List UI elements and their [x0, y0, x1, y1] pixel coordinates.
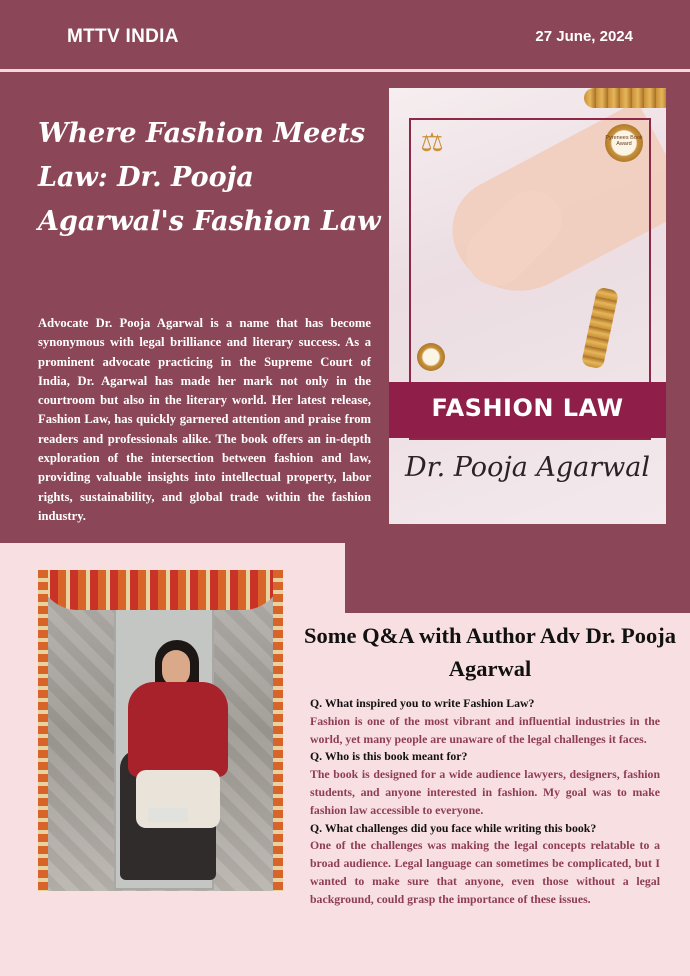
photo-chair-label	[148, 808, 188, 822]
publication-date: 27 June, 2024	[535, 28, 633, 45]
award-seal-icon: Pyrenees Book Award	[605, 124, 643, 162]
cover-title: FASHION LAW	[431, 394, 624, 422]
qa-question: Q. What inspired you to write Fashion Law?	[310, 696, 535, 710]
header-bar	[0, 0, 690, 70]
qa-section	[310, 695, 660, 909]
cover-necklace-illustration	[584, 88, 666, 108]
photo-person-face	[162, 650, 190, 686]
qa-heading: Some Q&A with Author Adv Dr. Pooja Agarwal	[304, 623, 676, 681]
brand-name: MTTV INDIA	[67, 26, 179, 47]
qa-question: Q. Who is this book meant for?	[310, 749, 468, 764]
award-seal-small-icon	[417, 343, 445, 371]
qa-answer: The book is designed for a wide audience lawyers, designers, fashion students, and anyone interested in fashion. My goal was to make fashion law accessible to everyone.	[310, 767, 660, 817]
photo-garland-left	[38, 570, 48, 891]
qa-question: Q. What challenges did you face while writing this book?	[310, 820, 597, 835]
author-photo	[38, 570, 283, 891]
photo-garland	[38, 570, 283, 610]
scales-icon: ⚖	[420, 128, 444, 157]
photo-person-jacket	[128, 682, 228, 777]
article-intro: Advocate Dr. Pooja Agarwal is a name that has become synonymous with legal brilliance and literary success. As a prominent advocate practicing in the Supreme Court of India, Dr. Agarwal has made her mark not only in the courtroom but also in the literary world. Her latest release, Fashion Law, has quickly garnered attention and praise from readers and professionals alike. The book offers an in-depth exploration of the intersection between fashion and law, providing valuable insights into intellectual property, labor rights, sustainability, and global trade within the fashion industry.	[38, 316, 371, 523]
book-cover	[389, 88, 666, 524]
qa-answer: Fashion is one of the most vibrant and influential industries in the world, yet many people are unaware of the legal challenges it faces.	[310, 713, 660, 746]
cover-author: Dr. Pooja Agarwal	[404, 452, 651, 483]
photo-garland-right	[273, 570, 283, 891]
feature-panel-step	[345, 543, 690, 613]
qa-answer: One of the challenges was making the legal concepts relatable to a broad audience. Legal language can sometimes be complicated, but I wanted to make sure that anyone, even those without a legal background, could grasp the importance of these issues.	[310, 838, 660, 906]
article-headline: Where Fashion Meets Law: Dr. Pooja Agarwal's Fashion Law	[38, 118, 381, 237]
